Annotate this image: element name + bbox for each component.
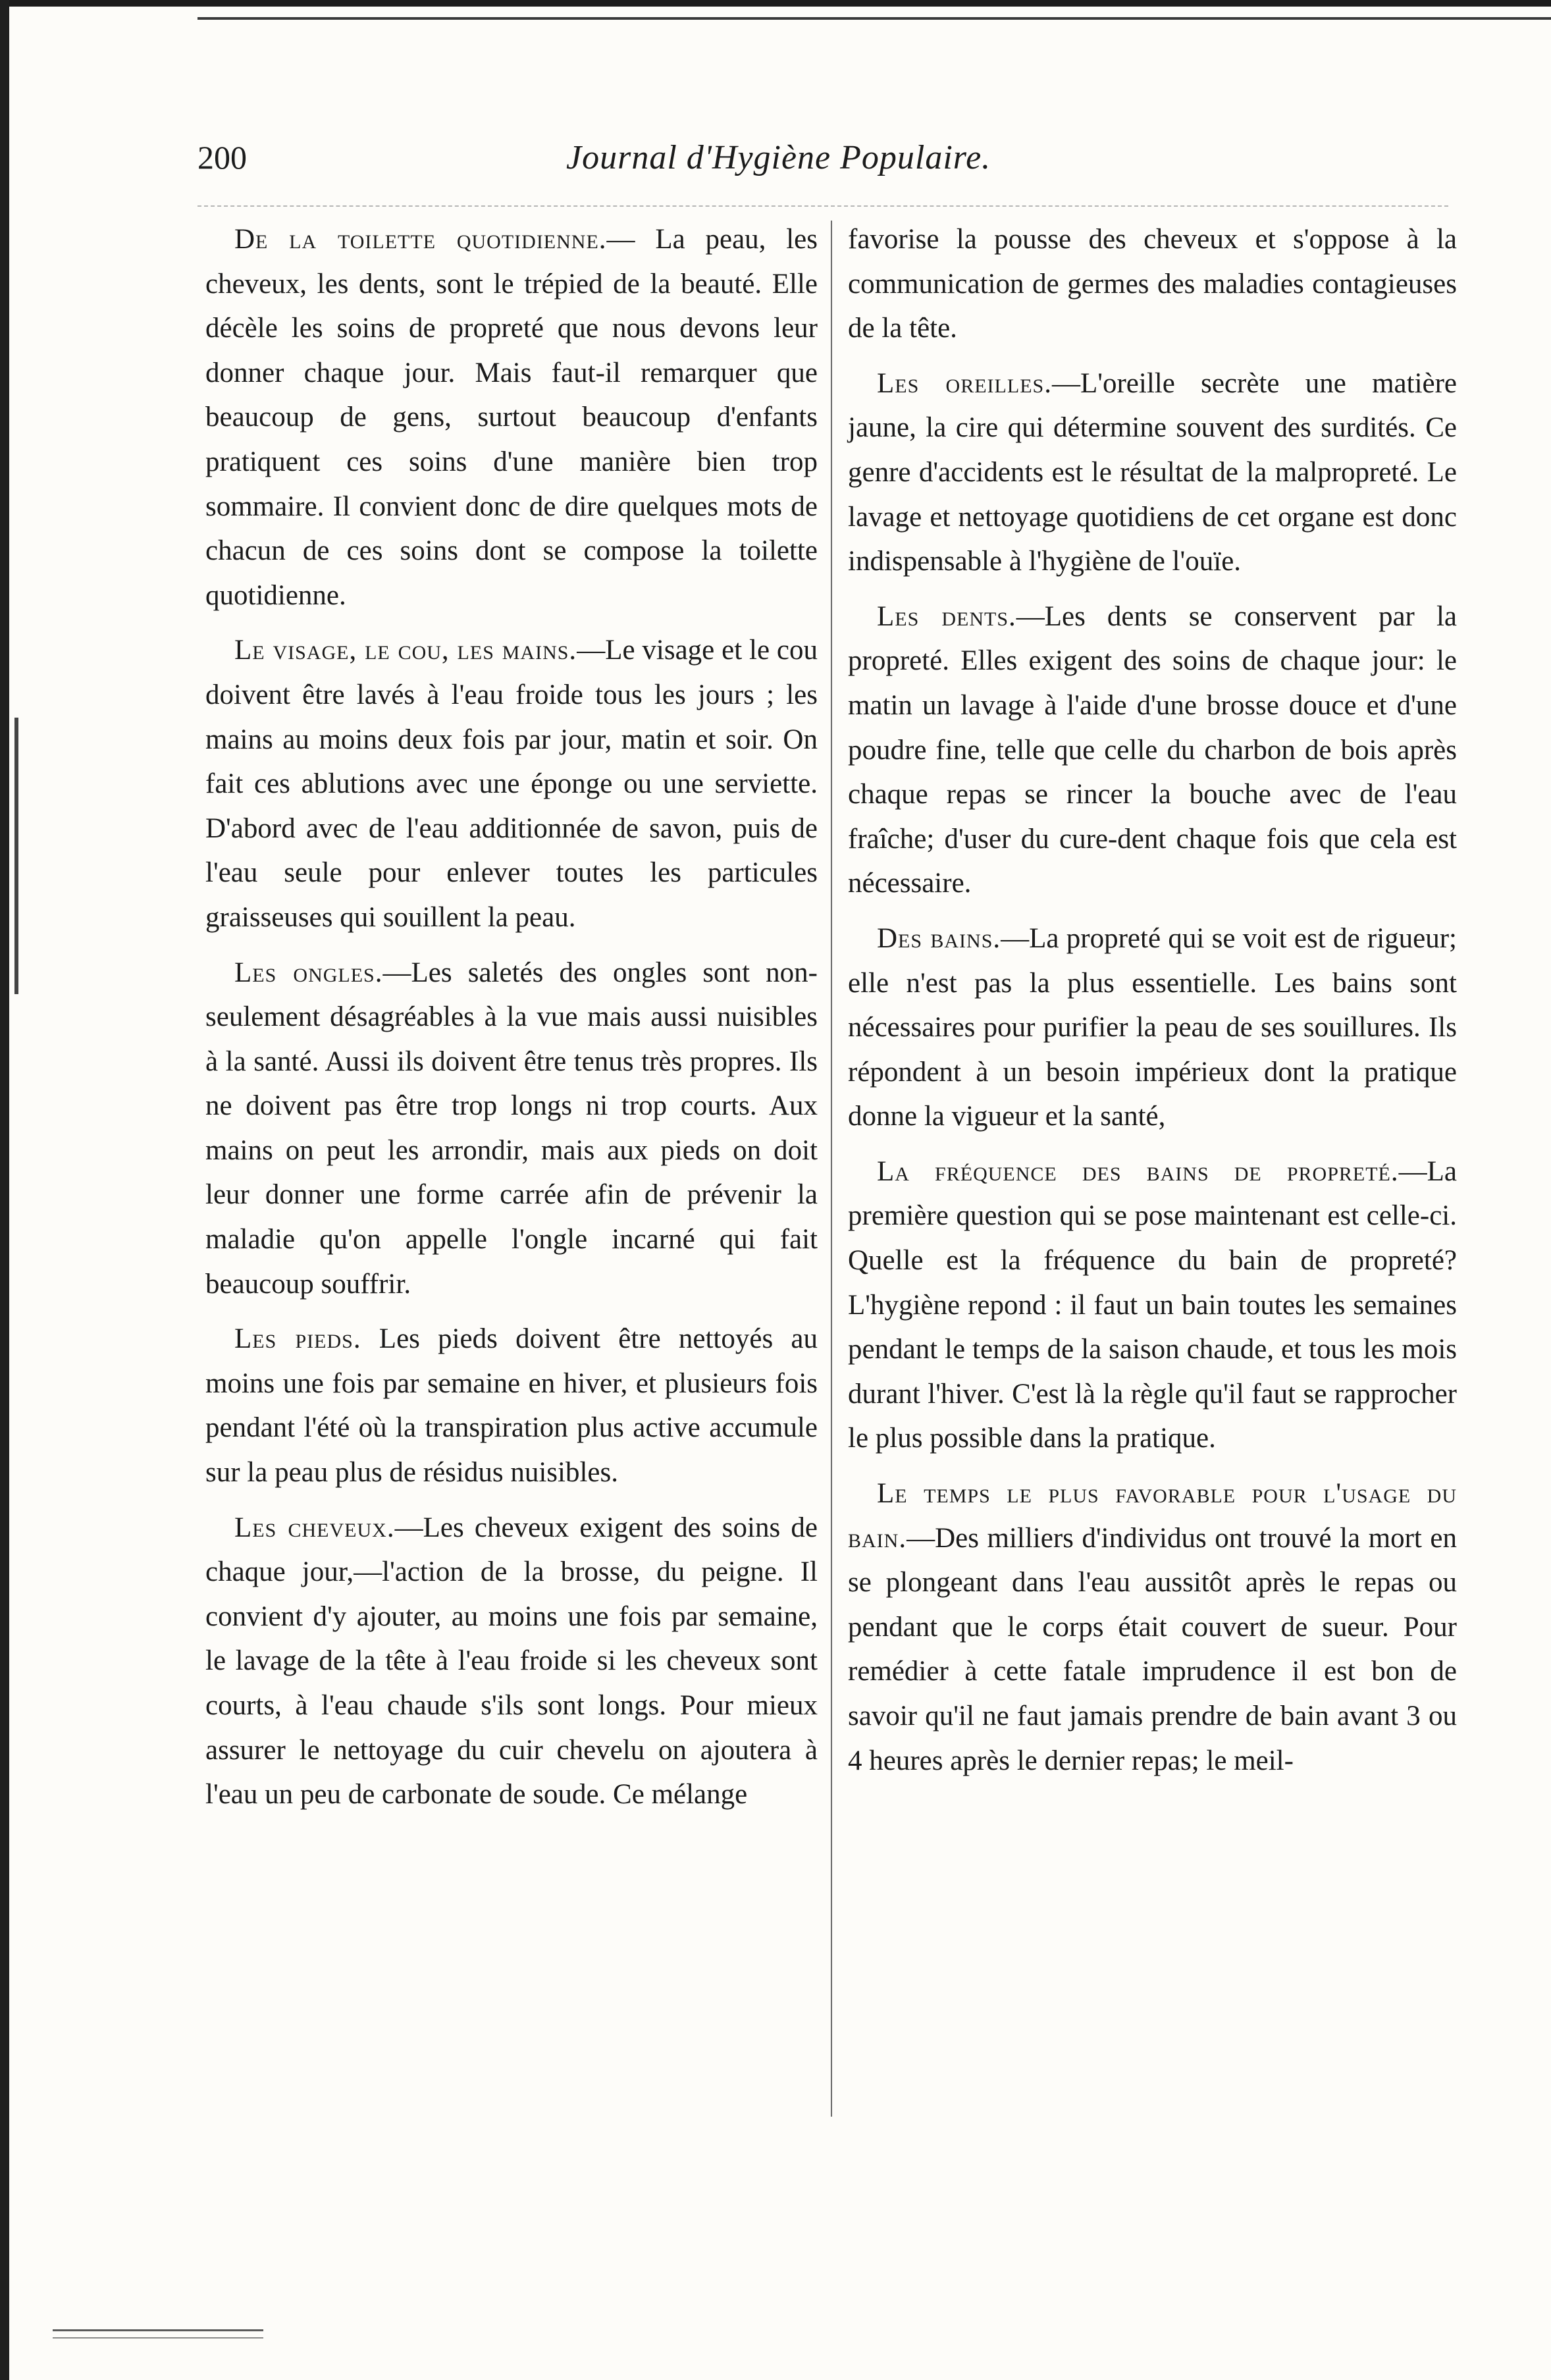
paragraph-heading: Le temps le plus favorable pour l'usage du bain. xyxy=(848,1478,1457,1554)
paragraph-pieds xyxy=(205,1317,818,1494)
paragraph-body: favorise la pousse des cheveux et s'oppose à la communication de germes des maladies contagieuses de la tête. xyxy=(848,224,1457,344)
paragraph-body: — La peau, les cheveux, les dents, sont le trépied de la beauté. Elle décèle les soins de propreté que nous devons leur donner chaque jour. Mais faut-il remarquer que beaucoup de gens, surtout beaucoup d'enfants pratiquent ces soins d'une manière bien trop sommaire. Il convient donc de dire quelques mots de chacun de ces soins dont se compose la toilette quotidienne. xyxy=(205,224,818,611)
paragraph-body: —Les dents se conservent par la propreté. Elles exigent des soins de chaque jour: le matin un lavage à l'aide d'une brosse douce et d'une poudre fine, telle que celle du charbon de bois après chaque repas se rincer la bouche avec de l'eau fraîche; d'user du cure-dent chaque fois que cela est nécessaire. xyxy=(848,600,1457,899)
paragraph-temps-favorable xyxy=(848,1471,1457,1783)
paragraph-body: —Des milliers d'individus ont trouvé la mort en se plongeant dans l'eau aussitôt après le repas ou pendant que le corps était couvert de sueur. Pour remédier à cette fatale imprudence il est bon de savoir qu'il ne faut jamais prendre de bain avant 3 ou 4 heures après le dernier repas; le meil- xyxy=(848,1522,1457,1776)
column-divider xyxy=(831,221,832,2117)
paragraph-body: —Les saletés des ongles sont non-seulement désagréables à la vue mais aussi nuisibles à la santé. Aussi ils doivent être tenus très propres. Ils ne doivent pas être trop longs ni trop courts. Aux mains on peut les arrondir, mais aux pieds on doit leur donner une forme carrée afin de prévenir la maladie qu'on appelle l'ongle incarné qui fait beaucoup souffrir. xyxy=(205,957,818,1300)
paragraph-heading: Le visage, le cou, les mains. xyxy=(234,635,577,666)
paragraph-body: —L'oreille secrète une matière jaune, la cire qui détermine souvent des surdités. Ce genre d'accidents est le résultat de la malpropreté. Le lavage et nettoyage quotidiens de cet organe est donc indispensable à l'hygiène de l'ouïe. xyxy=(848,367,1457,577)
paragraph-ongles xyxy=(205,951,818,1307)
footer-rule xyxy=(53,2329,263,2331)
paragraph-cheveux xyxy=(205,1506,818,1817)
paragraph-continuation xyxy=(848,217,1457,351)
header-rule xyxy=(197,205,1448,208)
left-column xyxy=(205,217,818,1828)
paragraph-heading: Les oreilles. xyxy=(877,367,1052,399)
paragraph-frequence xyxy=(848,1150,1457,1461)
paragraph-heading: La fréquence des bains de propreté. xyxy=(877,1155,1399,1187)
right-column xyxy=(848,217,1457,1793)
scan-margin-mark xyxy=(14,718,18,994)
page-number: 200 xyxy=(197,139,247,176)
paragraph-dents xyxy=(848,595,1457,906)
paragraph-body: —La propreté qui se voit est de rigueur; elle n'est pas la plus essentielle. Les bains sont nécessaires pour purifier la peau de ses souillures. Ils répondent à un besoin impérieux dont la pratique donne la vigueur et la santé, xyxy=(848,922,1457,1132)
paragraph-visage xyxy=(205,628,818,939)
paragraph-heading: Les dents. xyxy=(877,600,1016,632)
paragraph-oreilles xyxy=(848,361,1457,584)
page-header xyxy=(197,138,1448,191)
paragraph-body: Les pieds doivent être nettoyés au moins une fois par semaine en hiver, et plusieurs fois pendant l'été où la transpiration plus active accumule sur la peau plus de résidus nuisibles. xyxy=(205,1323,818,1489)
paragraph-heading: Les ongles. xyxy=(234,957,383,988)
scan-top-border xyxy=(0,0,1551,7)
paragraph-body: —La première question qui se pose maintenant est celle-ci. Quelle est la fréquence du bain de propreté? L'hygiène repond : il faut un bain toutes les semaines pendant le temps de la saison chaude, et tous les mois durant l'hiver. C'est là la règle qu'il faut se rapprocher le plus possible dans la pratique. xyxy=(848,1155,1457,1454)
paragraph-heading: Les pieds. xyxy=(234,1323,361,1355)
paragraph-body: —Les cheveux exigent des soins de chaque jour,—l'action de la brosse, du peigne. Il convient d'y ajouter, au moins une fois par semaine, le lavage de la tête à l'eau froide si les cheveux sont courts, à l'eau chaude s'ils sont longs. Pour mieux assurer le nettoyage du cuir chevelu on ajoutera à l'eau un peu de carbonate de soude. Ce mélange xyxy=(205,1512,818,1811)
paragraph-body: —Le visage et le cou doivent être lavés à l'eau froide tous les jours ; les mains au moins deux fois par jour, matin et soir. On fait ces ablutions avec une éponge ou une serviette. D'abord avec de l'eau additionnée de savon, puis de l'eau seule pour enlever toutes les particules graisseuses qui souillent la peau. xyxy=(205,635,818,933)
running-title: Journal d'Hygiène Populaire. xyxy=(566,139,991,176)
scan-left-border xyxy=(0,0,9,2380)
paragraph-bains xyxy=(848,916,1457,1139)
paragraph-toilette-quotidienne xyxy=(205,217,818,618)
scan-top-line xyxy=(197,17,1551,20)
footer-rule-secondary xyxy=(53,2337,263,2339)
paragraph-heading: De la toilette quotidienne. xyxy=(234,224,607,255)
paragraph-heading: Des bains. xyxy=(877,922,1001,954)
paragraph-heading: Les cheveux. xyxy=(234,1512,395,1543)
